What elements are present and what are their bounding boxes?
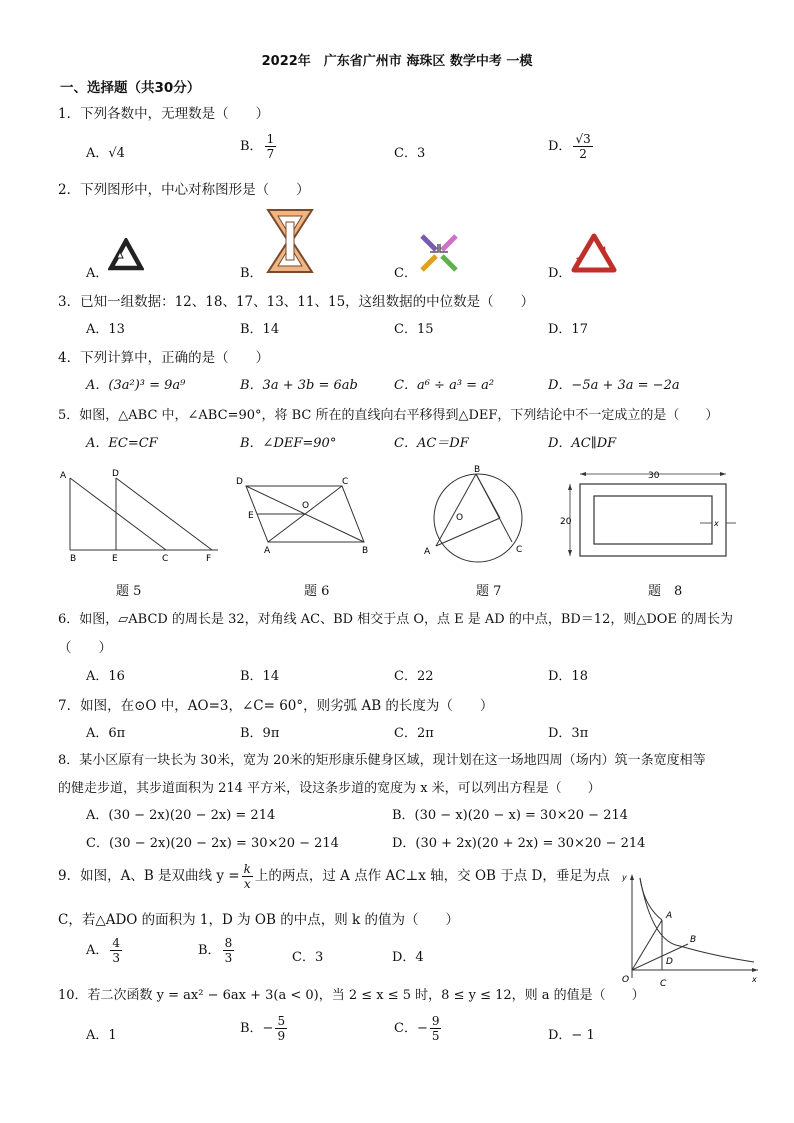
q10-b-fraction: [275, 1014, 287, 1043]
fig6-label-c: C: [342, 477, 349, 487]
q1-c-label: C．: [394, 146, 417, 161]
fig9-x-axis: x: [752, 975, 757, 984]
q8-option-d[interactable]: D．(30 + 2x)(20 + 2x) = 30×20 − 214: [392, 836, 646, 851]
q5-option-d[interactable]: D．AC∥DF: [548, 436, 617, 451]
q1-option-b[interactable]: [240, 132, 278, 161]
q1-b-label: B．: [240, 139, 263, 154]
fig8-height-label: 20: [560, 517, 572, 527]
q5-option-a[interactable]: A．EC=CF: [86, 436, 158, 451]
q10-b-label: B．−: [240, 1021, 274, 1036]
fig7-label-o: O: [456, 513, 464, 523]
question-9-stem-cont: C，若△ADO 的面积为 1，D 为 OB 的中点，则 k 的值为（ ）: [58, 912, 459, 928]
q9-a-den: 3: [112, 951, 121, 965]
q7-option-d[interactable]: D．3π: [548, 726, 589, 741]
q1-b-den: 7: [266, 147, 275, 161]
fig9-label-b: B: [690, 935, 697, 945]
q10-c-den: 5: [431, 1029, 440, 1043]
figure-6: [230, 470, 380, 560]
question-2-stem: 2．下列图形中，中心对称图形是（ ）: [58, 182, 310, 198]
q10-option-b[interactable]: [240, 1014, 289, 1043]
q9-stem-post: 上的两点，过 A 点作 AC⊥x 轴，交 OB 于点 D，垂足为点: [254, 868, 610, 884]
q1-d-num: √3: [575, 132, 591, 146]
question-1-stem: 1．下列各数中，无理数是（ ）: [58, 106, 270, 122]
q10-option-d[interactable]: D．− 1: [548, 1028, 595, 1043]
q9-option-a[interactable]: [86, 936, 124, 965]
q1-a-value: √4: [108, 146, 125, 161]
page-title: 2022年 广东省广州市 海珠区 数学中考 一模: [261, 54, 533, 69]
q4-option-a[interactable]: A．(3a²)³ = 9a⁹: [86, 378, 186, 393]
q10-b-den: 9: [277, 1029, 286, 1043]
question-6-stem: 6．如图，▱ABCD 的周长是 32，对角线 AC、BD 相交于点 O，点 E 是 AD 的中点，BD＝12，则△DOE 的周长为: [58, 612, 734, 627]
fig5-label-b: B: [70, 554, 77, 564]
recycle-symbol-icon: [108, 238, 144, 274]
q8-option-a[interactable]: A．(30 − 2x)(20 − 2x) = 214: [86, 808, 276, 823]
figure-9-hyperbola: [618, 866, 768, 992]
fig5-label-e: E: [112, 554, 118, 564]
q3-option-d[interactable]: D．17: [548, 322, 588, 337]
caption-figure-7: 题 7: [476, 584, 502, 599]
q8-option-b[interactable]: B．(30 − x)(20 − x) = 30×20 − 214: [392, 808, 629, 823]
q2-option-b[interactable]: B．: [240, 266, 263, 281]
q5-option-b[interactable]: B．∠DEF=90°: [240, 436, 337, 451]
fig7-label-a: A: [424, 547, 431, 557]
red-recycle-icon: [570, 232, 618, 274]
q1-c-value: 3: [416, 146, 426, 161]
q9-option-b[interactable]: [198, 936, 236, 965]
q3-option-b[interactable]: B．14: [240, 322, 280, 337]
fig5-label-c: C: [162, 554, 169, 564]
q1-option-c[interactable]: [394, 142, 425, 161]
question-10-stem: 10．若二次函数 y = ax² − 6ax + 3(a < 0)，当 2 ≤ x ≤ 5 时，8 ≤ y ≤ 12，则 a 的值是（ ）: [58, 988, 645, 1003]
q9-stem-pre: 9．如图，A、B 是双曲线 y =: [58, 868, 240, 884]
q9-option-d[interactable]: D．4: [392, 950, 424, 965]
question-8-stem-cont: 的健走步道，其步道面积为 214 平方米，设这条步道的宽度为 x 米，可以列出方程是（ ）: [58, 781, 601, 796]
question-6-stem-cont: （ ）: [58, 640, 112, 656]
fig6-label-d: D: [236, 477, 243, 487]
figure-8: [556, 466, 736, 562]
caption-figure-6: 题 6: [304, 584, 330, 599]
q9-k: k: [243, 862, 251, 876]
q2-option-c[interactable]: C．: [394, 266, 417, 281]
q1-option-d[interactable]: [548, 132, 595, 161]
q6-option-a[interactable]: A．16: [86, 669, 125, 684]
q5-option-c[interactable]: C．AC＝DF: [394, 436, 469, 451]
q8-option-c[interactable]: C．(30 − 2x)(20 − 2x) = 30×20 − 214: [86, 836, 339, 851]
fig9-label-d: D: [666, 957, 673, 967]
fig9-label-o: O: [622, 975, 630, 985]
q6-option-d[interactable]: D．18: [548, 669, 588, 684]
q9-k-over-x: [242, 862, 253, 891]
caption-figure-8: 题 8: [648, 584, 683, 599]
q4-option-b[interactable]: B．3a + 3b = 6ab: [240, 378, 358, 393]
q9-a-fraction: [110, 936, 122, 965]
q9-b-fraction: [223, 936, 235, 965]
q9-option-c[interactable]: C．3: [292, 950, 324, 965]
fig9-label-a: A: [666, 911, 673, 921]
q9-x: x: [243, 877, 251, 891]
q2-option-a[interactable]: A．: [86, 266, 109, 281]
question-9-stem: [58, 862, 610, 891]
fig5-label-a: A: [60, 471, 67, 481]
fig9-y-axis: y: [622, 873, 627, 882]
q1-b-fraction: [265, 132, 277, 161]
q9-b-label: B．: [198, 943, 221, 958]
question-5-stem: 5．如图，△ABC 中，∠ABC=90°，将 BC 所在的直线向右平移得到△DEF，下列结论中不一定成立的是（ ）: [58, 408, 719, 423]
q3-option-a[interactable]: A．13: [86, 322, 125, 337]
q1-a-label: A．: [86, 146, 109, 161]
caption-figure-5: 题 5: [116, 584, 142, 599]
q9-b-den: 3: [224, 951, 233, 965]
q10-c-label: C．−: [394, 1021, 428, 1036]
fig6-label-e: E: [248, 511, 254, 521]
q7-option-b[interactable]: B．9π: [240, 726, 280, 741]
four-arrows-icon: [418, 232, 460, 274]
q1-d-fraction: [573, 132, 592, 161]
q10-c-num: 9: [431, 1014, 440, 1028]
fig9-label-c: C: [660, 979, 667, 989]
q9-a-num: 4: [112, 936, 121, 950]
q4-option-c[interactable]: C．a⁶ ÷ a³ = a²: [394, 378, 495, 393]
q10-c-fraction: [430, 1014, 442, 1043]
question-4-stem: 4．下列计算中，正确的是（ ）: [58, 350, 270, 366]
fig6-label-b: B: [362, 546, 369, 556]
q9-a-label: A．: [86, 943, 109, 958]
figure-7: [420, 462, 540, 566]
fig5-label-d: D: [112, 469, 119, 479]
q1-b-num: 1: [266, 132, 275, 146]
section-heading: 一、选择题（共30分）: [60, 80, 201, 96]
figure-5: [56, 464, 226, 564]
q2-option-d[interactable]: D．: [548, 266, 572, 281]
q3-option-c[interactable]: C．15: [394, 322, 434, 337]
q1-option-a[interactable]: [86, 142, 125, 161]
q6-option-b[interactable]: B．14: [240, 669, 280, 684]
question-7-stem: 7．如图，在⊙O 中，AO=3，∠C= 60°，则劣弧 AB 的长度为（ ）: [58, 698, 494, 714]
q10-option-c[interactable]: [394, 1014, 443, 1043]
fig6-label-a: A: [264, 546, 271, 556]
q7-option-c[interactable]: C．2π: [394, 726, 434, 741]
fig7-label-b: B: [474, 465, 481, 475]
fig6-label-o: O: [302, 501, 310, 511]
q1-d-den: 2: [579, 147, 587, 161]
hourglass-symbol-icon: [262, 206, 318, 276]
q7-option-a[interactable]: A．6π: [86, 726, 126, 741]
q9-b-num: 8: [224, 936, 233, 950]
question-8-stem: 8．某小区原有一块长为 30米，宽为 20米的矩形康乐健身区域，现计划在这一场地四周（场内）筑一条宽度相等: [58, 753, 706, 768]
fig8-width-label: 30: [648, 471, 660, 481]
q10-b-num: 5: [277, 1014, 286, 1028]
fig7-label-c: C: [516, 545, 523, 555]
q10-option-a[interactable]: A．1: [86, 1028, 117, 1043]
q6-option-c[interactable]: C．22: [394, 669, 434, 684]
q4-option-d[interactable]: D．−5a + 3a = −2a: [548, 378, 680, 393]
fig5-label-f: F: [206, 554, 212, 564]
question-3-stem: 3．已知一组数据：12、18、17、13、11、15，这组数据的中位数是（ ）: [58, 294, 535, 310]
q1-d-label: D．: [548, 139, 572, 154]
fig8-x-label: x: [714, 519, 719, 528]
